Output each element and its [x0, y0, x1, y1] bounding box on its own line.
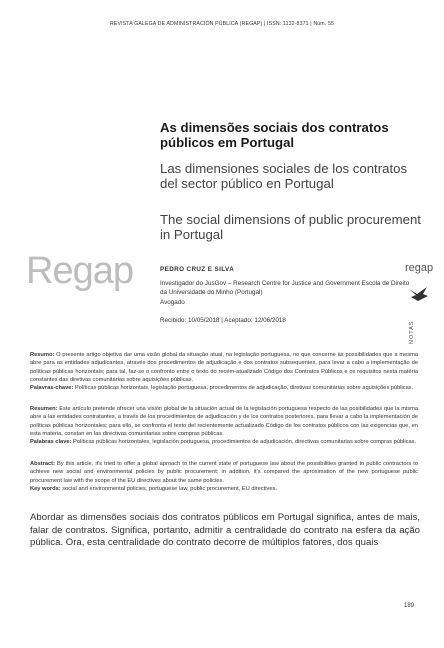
keywords-label: Key words: — [30, 486, 61, 493]
institution-emblem-icon — [407, 285, 429, 303]
received-accepted-dates: Recibido: 10/05/2018 | Aceptado: 12/06/2018 — [160, 317, 286, 324]
keywords-text: social and environmental policies, portuguese law, public procurement, EU directives. — [62, 486, 277, 493]
abstract-portuguese — [30, 351, 418, 393]
title-portuguese: As dimensões sociais dos contratos públicos em Portugal — [160, 120, 389, 150]
abstract-text: Este artículo pretende ofrecer una visión global de la situación actual de la legislación portuguesa respecto de las posibilidades que la misma abre a las entidades contratantes, a través de los procedimientos de adjudicación y de los contratos posteriores, para llevar a cabo la implementación de políticas públicas horizontales; para ello, se confronta el texto del recientemente actualizado Código de los contratos públicos con las exigencias que, en esta materia, constan en las directivas comunitarias sobre compras públicas. — [30, 406, 418, 438]
abstract-text: O presente artigo objetiva dar uma visão global da situação atual, na legislação portuguesa, no que concerne às possibilidades que a mesma abre para as entidades adjudicantes, através dos procedimentos de adjudicação e dos contratos subsequentes, para levar a cabo a implementação de políticas públicas horizontais; para tal, faz-se o confronto entre o texto do recém-atualizado Código dos Contratos Públicos e os requisitos nesta matéria constantes das diretivas comunitárias sobre aquisições públicas. — [30, 352, 418, 384]
keywords-label: Palabras clave: — [30, 439, 72, 446]
section-side-label: NOTAS — [409, 320, 415, 344]
abstract-text: By this article, it's tried to offer a global aproach to the current state of portuguese law about the possibilities granted to public contractors to achieve new social and environmental policies by public procurement; in addition, it's compared the aproximation of the new portuguese public procurement law with the scope of the EU directives about the same policies. — [30, 461, 418, 484]
author-affiliation — [160, 279, 410, 307]
regap-logo-small: regap — [405, 262, 434, 274]
keywords-text: Políticas públicas horizontais, legislação portuguesa, procedimentos de adjudicação, diretivas comunitárias sobre aquisições públicas. — [74, 385, 414, 392]
author-name: PEDRO CRUZ E SILVA — [160, 266, 235, 273]
abstract-english — [30, 460, 418, 493]
page-number: 189 — [404, 603, 415, 609]
author-role: Avogado — [160, 298, 185, 306]
abstract-label: Resumen: — [30, 406, 58, 412]
regap-logo-large: Regap — [26, 250, 133, 292]
abstract-spanish — [30, 405, 418, 447]
abstract-label: Resumo: — [30, 352, 55, 358]
title-english: The social dimensions of public procurement in Portugal — [160, 212, 421, 242]
keywords-text: Políticas públicas horizontales, legislación portuguesa, procedimientos de adjudicación, directivas comunitarias sobre compras públicas. — [73, 439, 417, 446]
journal-header: REVISTA GALEGA DE ADMINISTRACIÓN PÚBLICA (REGAP) | ISSN: 1132-8371 | Núm. 55 — [109, 21, 335, 27]
abstract-label: Abstract: — [30, 461, 55, 467]
title-spanish: Las dimensiones sociales de los contratos del sector público en Portugal — [160, 161, 408, 191]
body-paragraph: Abordar as dimensões sociais dos contratos públicos em Portugal significa, antes de mais, falar de contratos. Significa, portanto, admitir a centralidade do contrato na esfera da ação pública. Ora, esta centralidade do contrato decorre de múltiplos fatores, dos quais — [30, 512, 420, 549]
keywords-label: Palavras-chave: — [30, 385, 74, 392]
affiliation-text: Investigador do JusGov – Research Centre for Justice and Government Escola de Direito da Universidade do Minho (Portugal) — [160, 280, 410, 297]
